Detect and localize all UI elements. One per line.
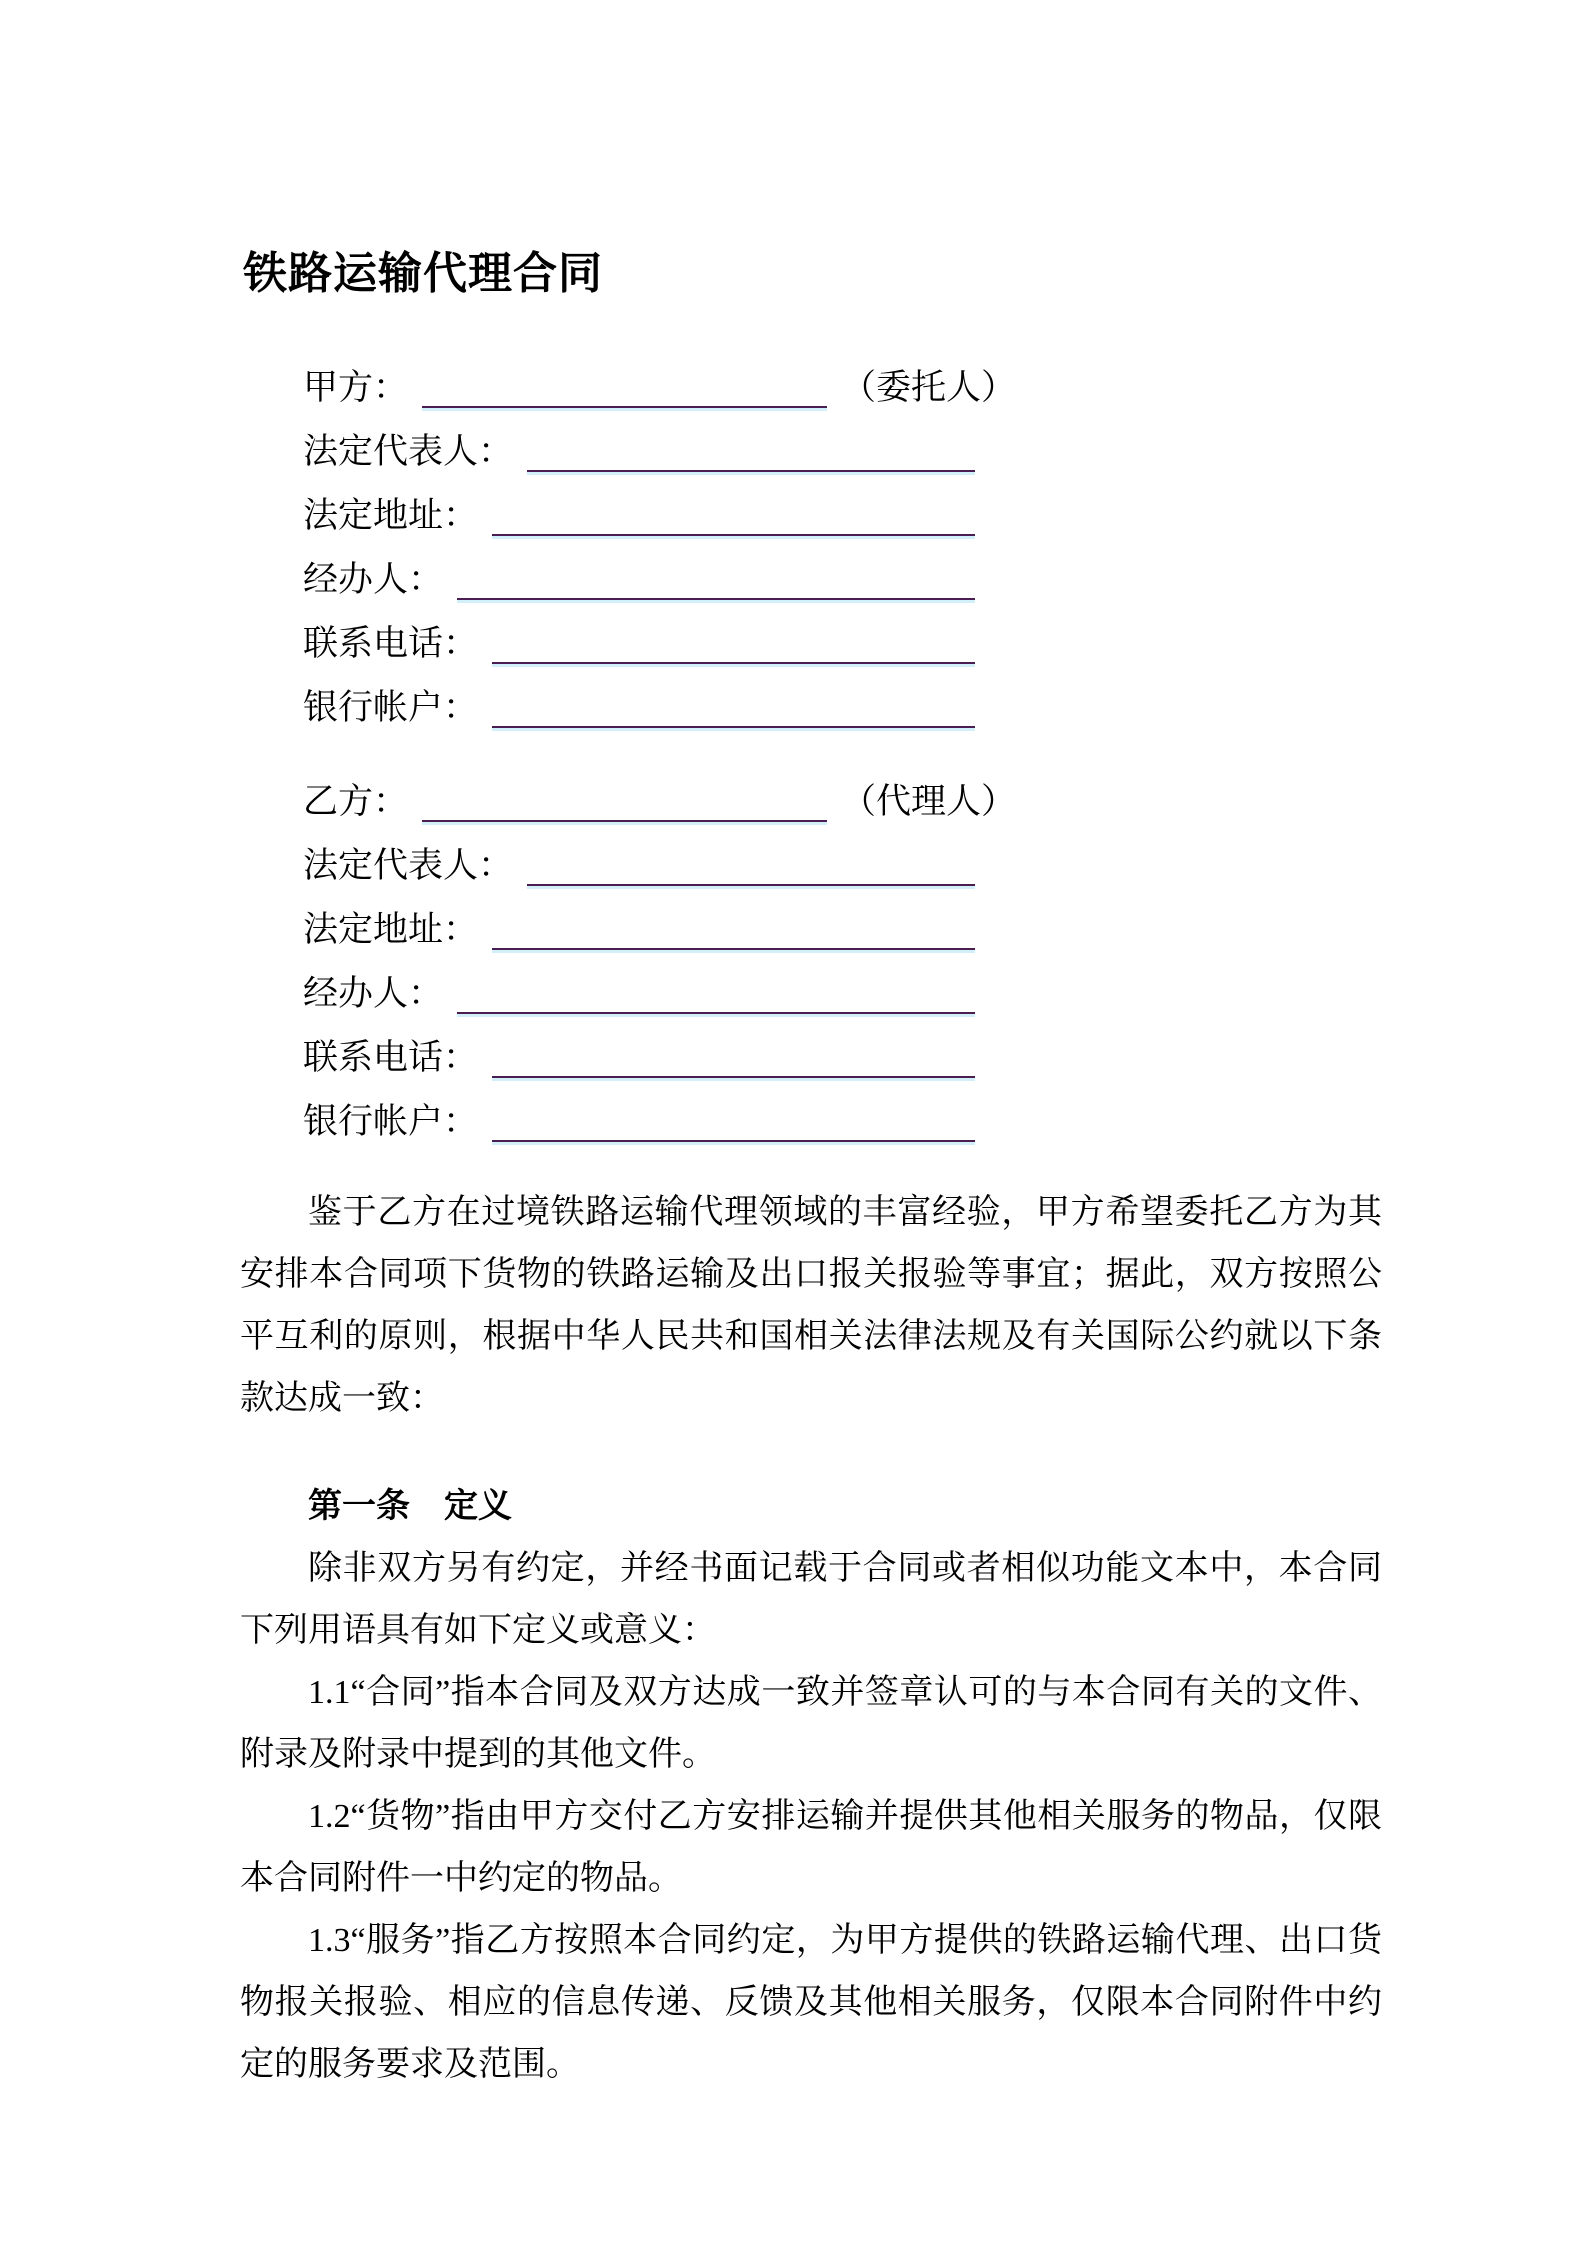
party-a-legal-rep-row bbox=[303, 420, 975, 484]
party-a-phone-label: 联系电话： bbox=[303, 624, 479, 663]
party-b-legal-rep-blank[interactable] bbox=[527, 834, 975, 886]
party-a-section bbox=[303, 356, 1017, 740]
page-title: 铁路运输代理合同 bbox=[243, 249, 603, 298]
party-b-section bbox=[303, 770, 1017, 1154]
party-b-handler-row bbox=[303, 962, 975, 1026]
party-a-address-blank[interactable] bbox=[492, 484, 975, 536]
party-a-legal-rep-blank[interactable] bbox=[527, 420, 975, 472]
party-a-address-row bbox=[303, 484, 975, 548]
party-a-name-row bbox=[303, 356, 1017, 420]
party-b-legal-rep-row bbox=[303, 834, 975, 898]
party-b-phone-blank[interactable] bbox=[492, 1026, 975, 1078]
party-b-phone-row bbox=[303, 1026, 975, 1090]
party-b-bank-account-row bbox=[303, 1090, 975, 1154]
section-1-intro: 除非双方另有约定，并经书面记载于合同或者相似功能文本中，本合同下列用语具有如下定义或意义： bbox=[240, 1550, 1382, 1649]
party-a-handler-row bbox=[303, 548, 975, 612]
party-b-bank-account-label: 银行帐户： bbox=[303, 1102, 479, 1141]
party-a-handler-blank[interactable] bbox=[457, 548, 975, 600]
contract-body bbox=[240, 1182, 1382, 2096]
party-a-role-note: （委托人） bbox=[841, 368, 1017, 407]
party-a-phone-row bbox=[303, 612, 975, 676]
party-a-phone-blank[interactable] bbox=[492, 612, 975, 664]
party-b-address-row bbox=[303, 898, 975, 962]
clause-1-1: 1.1“合同”指本合同及双方达成一致并签章认可的与本合同有关的文件、附录及附录中提到的其他文件。 bbox=[240, 1674, 1382, 1773]
section-1-heading: 第一条 定义 bbox=[308, 1488, 512, 1525]
party-b-name-blank[interactable] bbox=[422, 770, 827, 822]
party-b-address-blank[interactable] bbox=[492, 898, 975, 950]
preamble-paragraph: 鉴于乙方在过境铁路运输代理领域的丰富经验，甲方希望委托乙方为其安排本合同项下货物的铁路运输及出口报关报验等事宜；据此，双方按照公平互利的原则，根据中华人民共和国相关法律法规及有关国际公约就以下条款达成一致： bbox=[240, 1194, 1382, 1417]
party-a-label: 甲方： bbox=[303, 368, 409, 407]
party-b-address-label: 法定地址： bbox=[303, 910, 479, 949]
party-a-name-blank[interactable] bbox=[422, 356, 827, 408]
party-a-legal-rep-label: 法定代表人： bbox=[303, 432, 514, 471]
party-b-label: 乙方： bbox=[303, 782, 409, 821]
party-a-bank-account-label: 银行帐户： bbox=[303, 688, 479, 727]
party-b-handler-label: 经办人： bbox=[303, 974, 444, 1013]
party-b-name-row bbox=[303, 770, 1017, 834]
clause-1-2: 1.2“货物”指由甲方交付乙方安排运输并提供其他相关服务的物品，仅限本合同附件一中约定的物品。 bbox=[240, 1798, 1382, 1897]
party-a-address-label: 法定地址： bbox=[303, 496, 479, 535]
party-a-bank-account-blank[interactable] bbox=[492, 676, 975, 728]
party-b-handler-blank[interactable] bbox=[457, 962, 975, 1014]
party-b-phone-label: 联系电话： bbox=[303, 1038, 479, 1077]
clause-1-3: 1.3“服务”指乙方按照本合同约定，为甲方提供的铁路运输代理、出口货物报关报验、相应的信息传递、反馈及其他相关服务，仅限本合同附件中约定的服务要求及范围。 bbox=[240, 1922, 1382, 2083]
party-a-handler-label: 经办人： bbox=[303, 560, 444, 599]
party-b-bank-account-blank[interactable] bbox=[492, 1090, 975, 1142]
party-b-role-note: （代理人） bbox=[841, 782, 1017, 821]
party-a-bank-account-row bbox=[303, 676, 975, 740]
party-b-legal-rep-label: 法定代表人： bbox=[303, 846, 514, 885]
